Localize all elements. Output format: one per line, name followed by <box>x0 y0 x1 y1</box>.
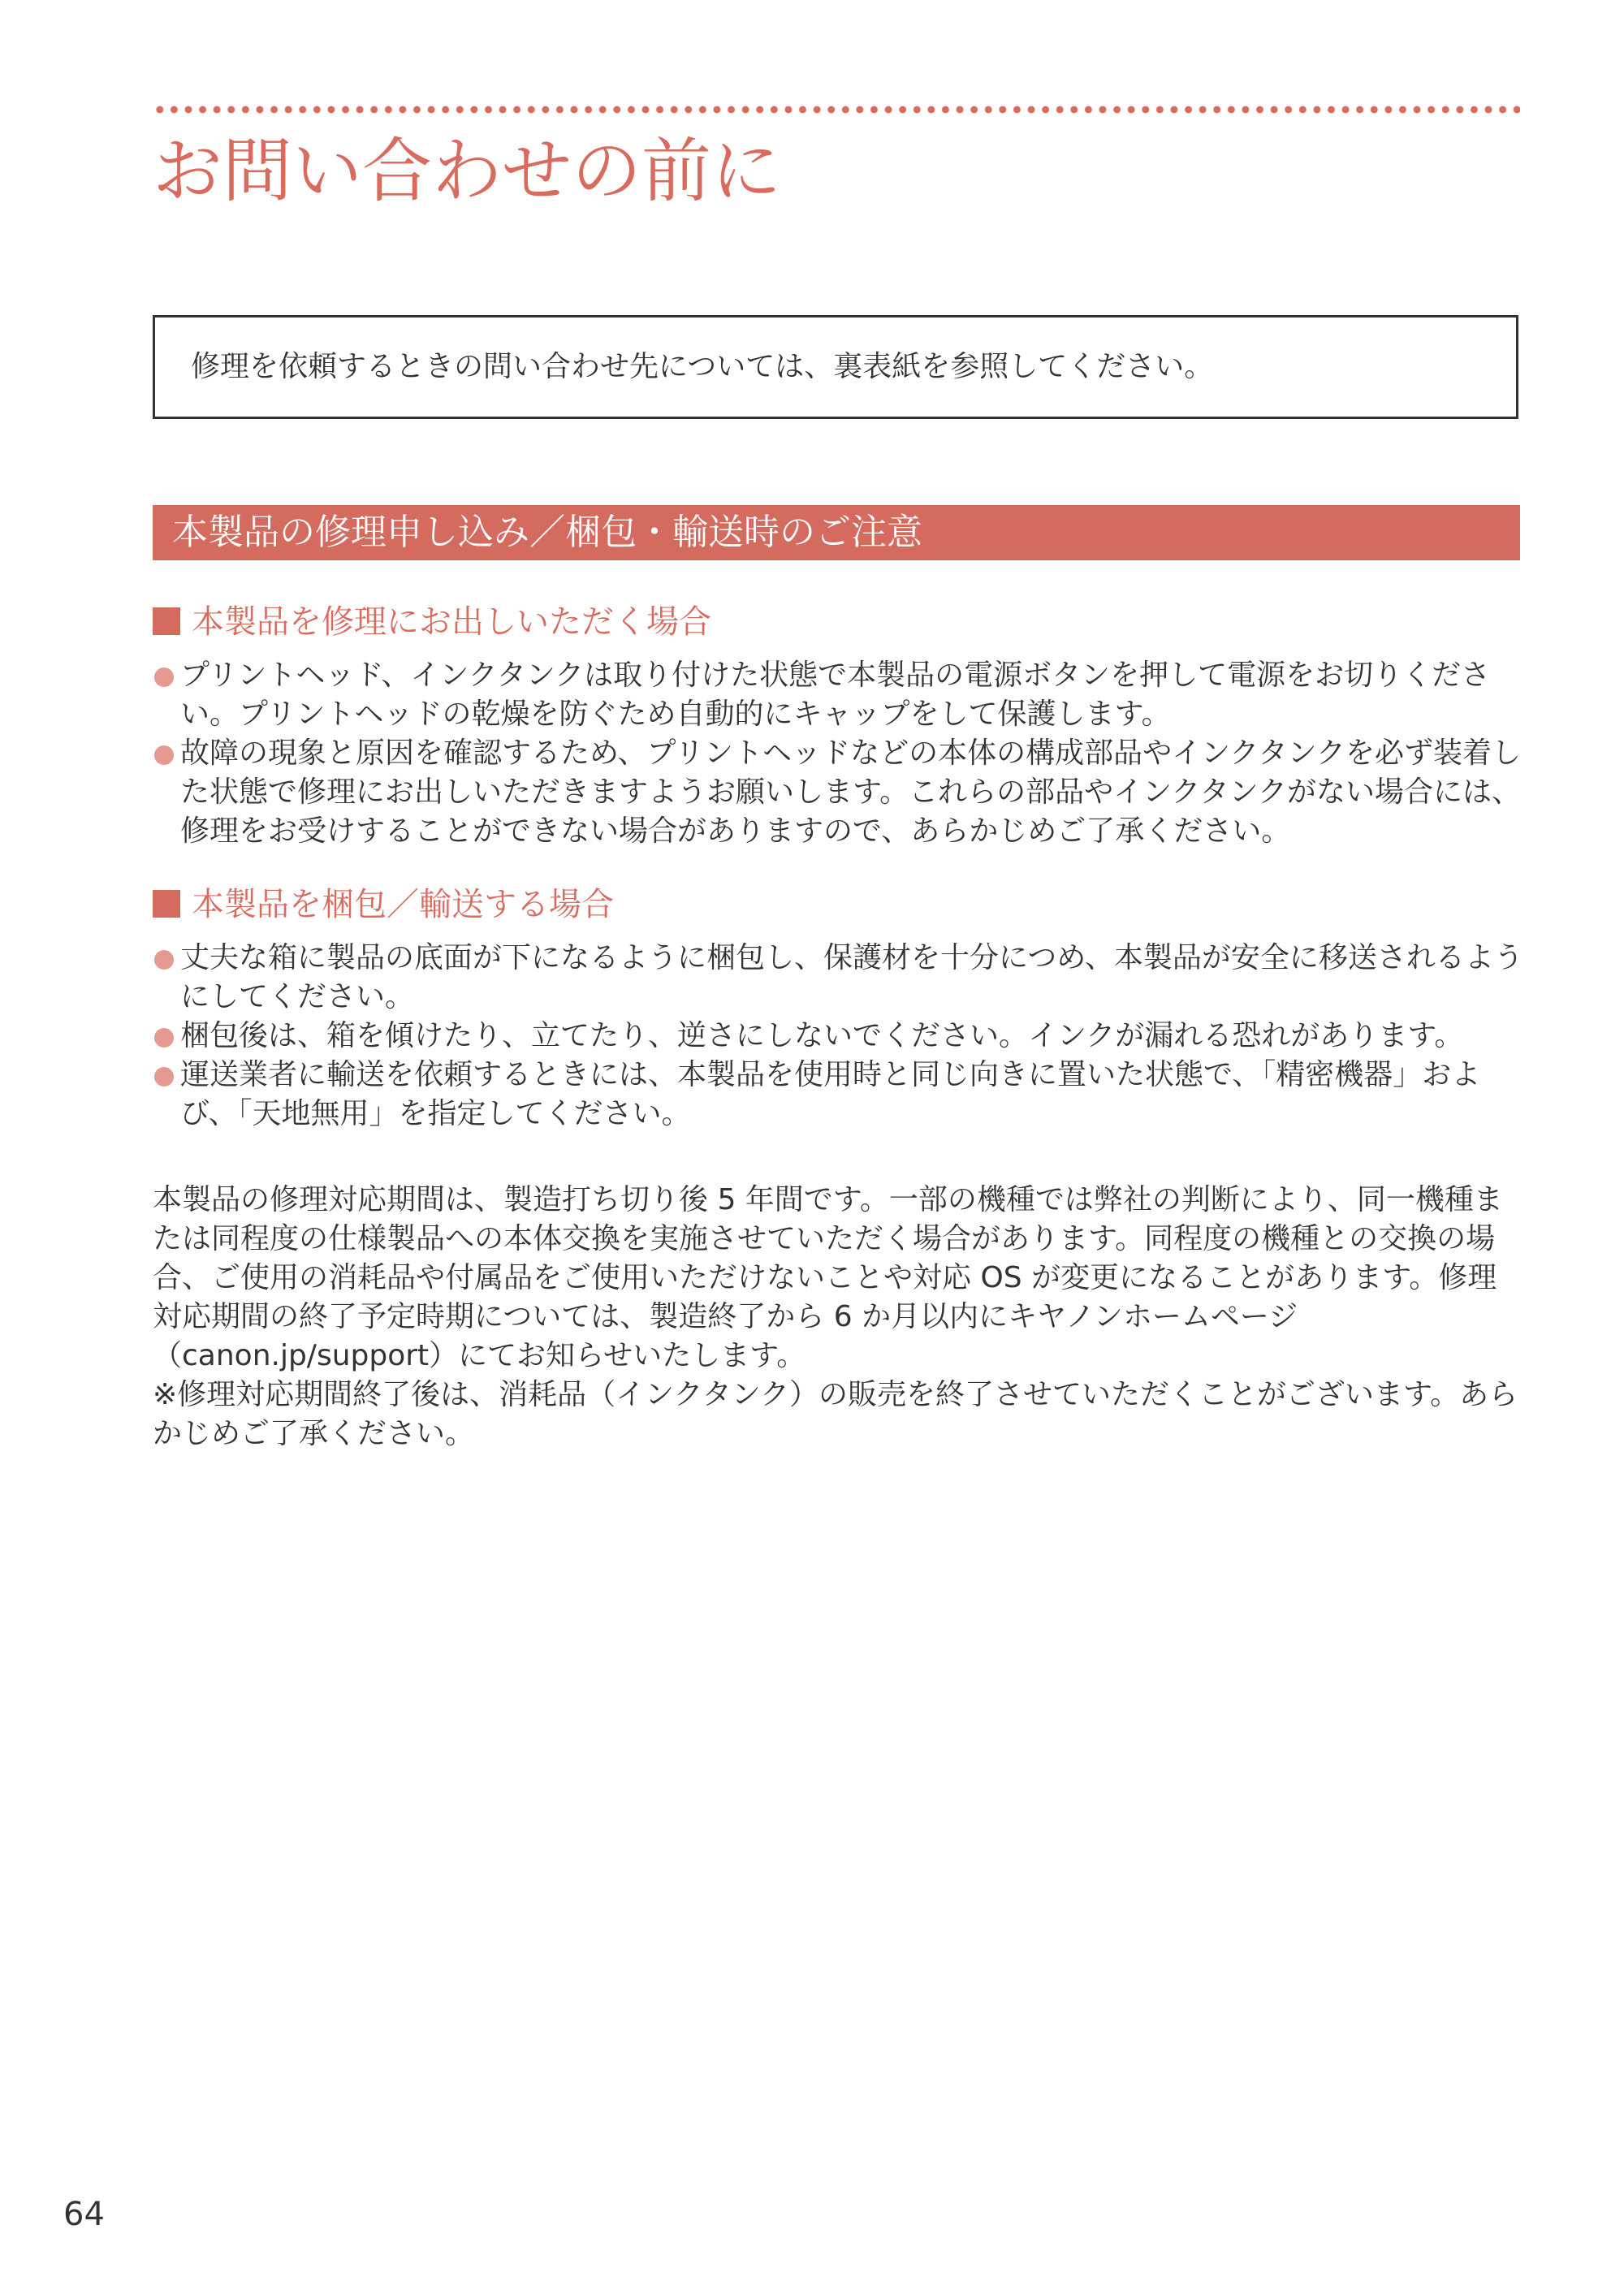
repair-bullet-list <box>153 656 1525 851</box>
square-bullet-icon <box>153 607 180 635</box>
bullet-dot-icon <box>154 950 174 970</box>
page-number: 64 <box>63 2196 105 2233</box>
notice-text: 修理を依頼するときの問い合わせ先については、裏表紙を参照してください。 <box>191 350 1214 383</box>
section-title: 本製品の修理申し込み／梱包・輸送時のご注意 <box>172 512 922 553</box>
list-item-text: 運送業者に輸送を依頼するときには、本製品を使用時と同じ向きに置いた状態で、「精密機器」および、「天地無用」を指定してください。 <box>180 1058 1481 1130</box>
page-title: お問い合わせの前に <box>153 131 781 212</box>
title-dotted-rule <box>153 104 1520 115</box>
bullet-dot-icon <box>154 667 174 687</box>
square-bullet-icon <box>153 890 180 918</box>
subsection-heading-packing <box>153 882 614 927</box>
list-item-text: 丈夫な箱に製品の底面が下になるように梱包し、保護材を十分につめ、本製品が安全に移送されるようにしてください。 <box>180 941 1523 1013</box>
list-item <box>153 734 1525 851</box>
support-period-paragraph: 本製品の修理対応期間は、製造打ち切り後 5 年間です。一部の機種では弊社の判断により、同一機種または同程度の仕様製品への本体交換を実施させていただく場合があります。同程度の機種との交換の場合、ご使用の消耗品や付属品をご使用いただけないことや対応 OS が変更になることがあります。修理対応期間の終了予定時期については、製造終了から 6 か月以内にキヤノンホームページ（canon.jp/support）にてお知らせいたします。 <box>153 1183 1503 1372</box>
list-item-text: 故障の現象と原因を確認するため、プリントヘッドなどの本体の構成部品やインクタンクを必ず装着した状態で修理にお出しいただきますようお願いします。これらの部品やインクタンクがない場合には、修理をお受けすることができない場合がありますので、あらかじめご了承ください。 <box>180 737 1521 848</box>
bullet-dot-icon <box>154 1067 174 1087</box>
packing-bullet-list <box>153 939 1525 1134</box>
support-period-block <box>153 1181 1525 1454</box>
subsection-heading-text: 本製品を梱包／輸送する場合 <box>192 886 614 923</box>
list-item-text: 梱包後は、箱を傾けたり、立てたり、逆さにしないでください。インクが漏れる恐れがあります。 <box>180 1019 1464 1052</box>
subsection-heading-text: 本製品を修理にお出しいただく場合 <box>192 603 711 641</box>
notice-box <box>153 315 1518 419</box>
list-item <box>153 939 1525 1017</box>
list-item <box>153 1056 1525 1134</box>
support-period-note: ※修理対応期間終了後は、消耗品（インクタンク）の販売を終了させていただくことがございます。あらかじめご了承ください。 <box>153 1378 1518 1450</box>
bullet-dot-icon <box>154 745 174 765</box>
list-item <box>153 656 1525 734</box>
subsection-heading-repair <box>153 599 711 645</box>
list-item-text: プリントヘッド、インクタンクは取り付けた状態で本製品の電源ボタンを押して電源をお切りください。プリントヘッドの乾燥を防ぐため自動的にキャップをして保護します。 <box>180 659 1491 731</box>
bullet-dot-icon <box>154 1028 174 1048</box>
section-header-bar <box>153 505 1520 560</box>
list-item <box>153 1017 1525 1056</box>
